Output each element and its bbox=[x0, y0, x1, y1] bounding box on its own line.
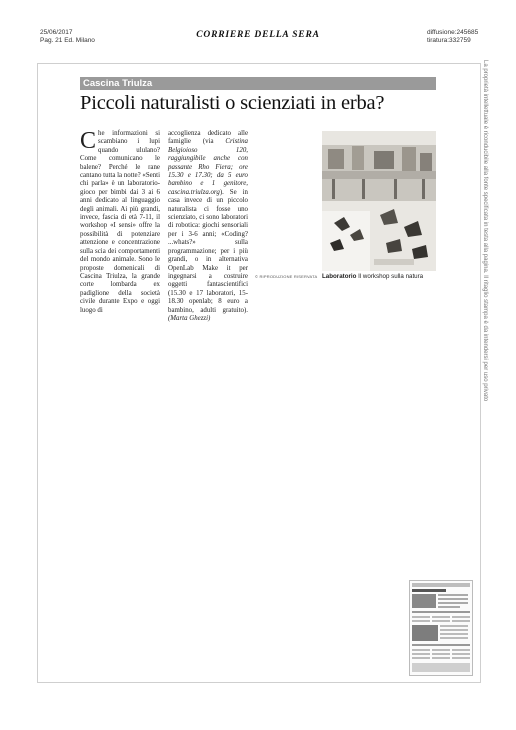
photo-caption-title: Laboratorio bbox=[322, 273, 357, 280]
circulation: diffusione:245685 bbox=[427, 29, 479, 36]
page-edition: Pag. 21 Ed. Milano bbox=[40, 37, 95, 44]
copyright-sidebar bbox=[478, 60, 491, 520]
article-headline: Piccoli naturalisti o scienziati in erba? bbox=[80, 92, 385, 114]
print-run: tiratura:332759 bbox=[427, 37, 471, 44]
page-thumbnail bbox=[409, 580, 473, 676]
article-column-1 bbox=[80, 130, 160, 315]
article-byline: (Marta Ghezzi) bbox=[168, 314, 211, 322]
copyright-sidebar-text: La proprietà intellettuale è riconducibile alla fonte specificata in testa alla pagina. Il ritaglio stampa è da intendersi per uso privato bbox=[482, 60, 488, 402]
column-2-text-a: accoglienza dedicato alle famiglie (via bbox=[168, 130, 248, 146]
publication-date: 25/06/2017 bbox=[40, 29, 73, 36]
dropcap: C bbox=[80, 128, 97, 154]
kicker-bar bbox=[80, 77, 436, 90]
workshop-photo-graphic bbox=[322, 131, 436, 271]
header-meta-right bbox=[427, 29, 478, 45]
photo-caption bbox=[322, 273, 423, 280]
column-1-text: he informazioni si scambiano i lupi quando ululano? Come comunicano le balene? Perché le rane cantano tutta la notte? «Senti chi parla» è un laboratorio-gioco per bimbi dai 3 ai 6 anni dedicato al linguaggio degli animali. Ai più grandi, invece, fascia di età 7-11, il workshop «I sensi» offre la possibilità di potenziare attenzione e concentrazione sulla scia dei comportamenti del mondo animale. Sono le proposte domenicali di Cascina Triulza, la grande corte lombarda ex padiglione della società civile durante Expo e oggi luogo di bbox=[80, 130, 160, 314]
workshop-photo bbox=[322, 131, 436, 271]
article-column-2 bbox=[168, 130, 248, 323]
page-thumbnail-graphic bbox=[410, 581, 472, 675]
column-2-details: Cristina Belgioioso 120, raggiungibile anche con passante Rho Fiera; ore 15.30 e 17.30; da 5 euro bambino e 1 genitore, cascina.triulza.org bbox=[168, 138, 248, 196]
column-2-text-b: ). Se in casa invece di un piccolo naturalista ci fosse uno scienziato, ci sono laboratori di robotica: giochi sensoriali per i 3-6 anni; «Coding? ...whats?» sulla programmazione; per i più grandi, o in alternativa OpenLab Make it per ingegnarsi a costruire oggetti fantascientifici (15.30 e 17 laboratori, 15-18.30 openlab; 8 euro a bambino, adulti gratuito). bbox=[168, 188, 248, 314]
kicker-label: Cascina Triulza bbox=[83, 78, 153, 89]
copyright-notice: © RIPRODUZIONE RISERVATA bbox=[255, 274, 318, 279]
photo-caption-text: Il workshop sulla natura bbox=[356, 273, 424, 280]
masthead: CORRIERE DELLA SERA bbox=[196, 30, 320, 40]
